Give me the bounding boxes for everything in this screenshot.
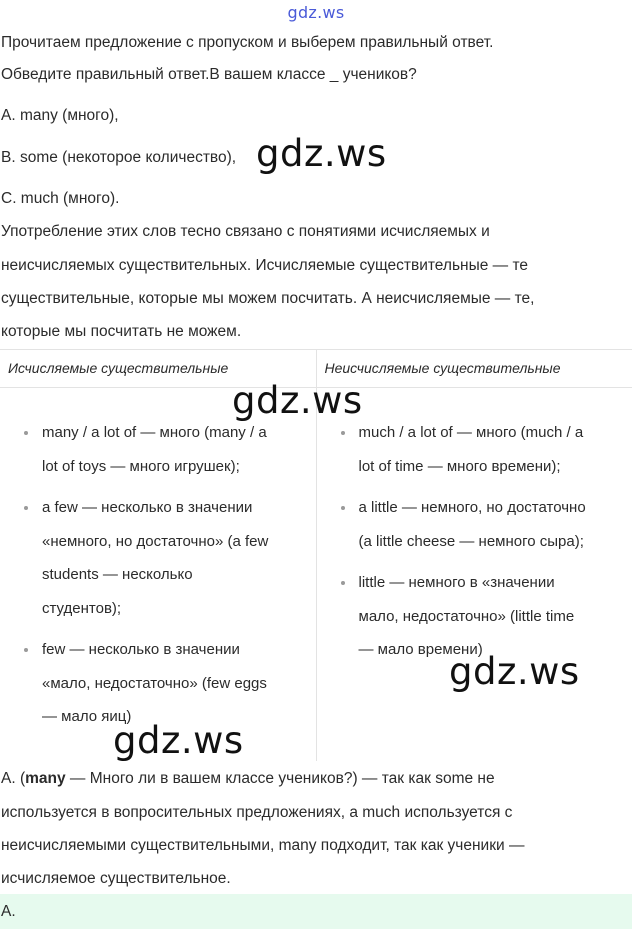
site-logo[interactable]: gdz.ws: [287, 3, 345, 22]
conclusion-line-3: неисчисляемыми существительными, many подходит, так как ученики —: [1, 837, 525, 854]
uncountable-list: [339, 416, 625, 667]
conclusion-line-1: A. (many — Много ли в вашем классе учеников?) — так как some не: [1, 770, 495, 787]
list-item: a little — немного, но достаточно (a little cheese — немного сыра);: [339, 491, 625, 558]
option-c: C. much (много).: [1, 190, 120, 207]
answer-word-bold: many: [25, 770, 66, 787]
explanation-line-3: существительные, которые мы можем посчитать. А неисчисляемые — те,: [1, 290, 535, 307]
conclusion-line-4: исчисляемое существительное.: [1, 870, 231, 887]
answer-text: A.: [1, 903, 16, 920]
list-item: little — немного в «значении мало, недостаточно» (little time — мало времени): [339, 566, 625, 667]
watermark: gdz.ws: [256, 132, 387, 175]
list-item: few — несколько в значении «мало, недостаточно» (few eggs — мало яиц): [22, 633, 308, 734]
intro-line-1: Прочитаем предложение с пропуском и выберем правильный ответ.: [1, 34, 494, 51]
intro-line-2: Обведите правильный ответ.В вашем классе _ учеников?: [1, 66, 417, 83]
option-b: B. some (некоторое количество),: [1, 149, 237, 166]
answer-bar: [0, 894, 632, 929]
explanation-line-4: которые мы посчитать не можем.: [1, 323, 242, 340]
header-uncountable: Неисчисляемые существительные: [316, 350, 632, 388]
list-item: many / a lot of — много (many / a lot of toys — много игрушек);: [22, 416, 308, 483]
explanation-line-2: неисчисляемых существительных. Исчисляемые существительные — те: [1, 257, 529, 274]
header-countable: Исчисляемые существительные: [0, 350, 316, 388]
countable-list: [22, 416, 308, 734]
countable-cell: [0, 388, 316, 762]
uncountable-cell: [316, 388, 632, 762]
list-item: much / a lot of — много (much / a lot of time — много времени);: [339, 416, 625, 483]
list-item: a few — несколько в значении «немного, но достаточно» (a few students — несколько студентов);: [22, 491, 308, 625]
explanation-line-1: Употребление этих слов тесно связано с понятиями исчисляемых и: [1, 223, 490, 240]
watermark: gdz.ws: [449, 650, 580, 693]
watermark: gdz.ws: [232, 379, 363, 422]
conclusion-line-2: используется в вопросительных предложениях, а much используется с: [1, 804, 513, 821]
watermark: gdz.ws: [113, 719, 244, 762]
option-a: A. many (много),: [1, 107, 119, 124]
